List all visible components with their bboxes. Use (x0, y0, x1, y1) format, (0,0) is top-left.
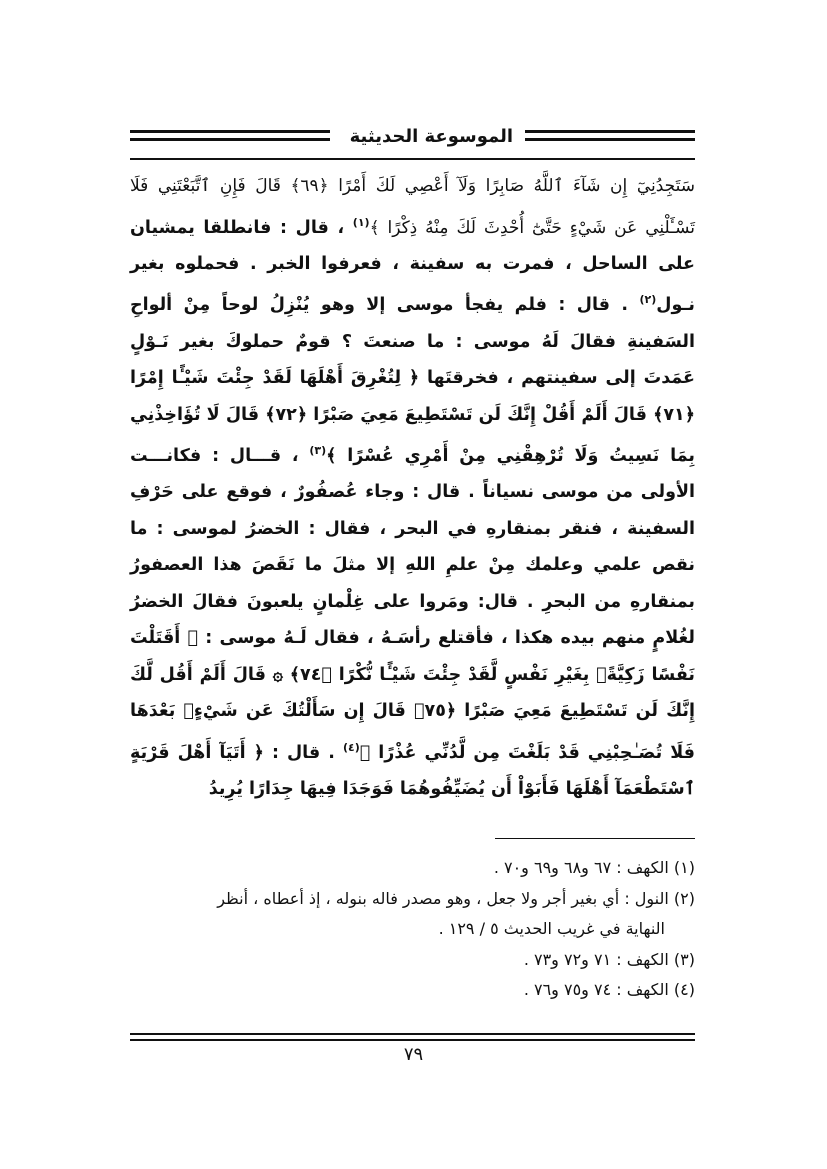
footnote: (٣) الكهف : ٧١ و٧٢ و٧٣ . (523, 949, 695, 969)
narration-text: . قال : ﴿ أَتَيَآ أَهْلَ قَرْيَةٍ ٱسْتَطْعَمَآ أَهْلَهَا فَأَبَوْاْ أَن يُضَيِّفُوهُمَا فَوَجَدَا فِيهَا جِدَارًا يُرِيدُ (130, 742, 695, 800)
header-rule-left (130, 130, 330, 141)
footnote-continuation: النهاية في غريب الحديث ٥ / ١٢٩ . (438, 919, 665, 938)
footnote: (٢) النول : أي بغير أجر ولا جعل ، وهو مصدر فاله بنوله ، إذ أعطاه ، أنظر (217, 888, 695, 908)
footer-rule (130, 1033, 695, 1041)
narration-text: ، قال : فانطلقا يمشيان على الساحل ، فمرت به سفينة ، فعرفوا الخبر . فحملوه بغير نـول (130, 217, 695, 316)
page-number: ٧٩ (403, 1044, 424, 1065)
footnote: (١) الكهف : ٦٧ و٦٨ و٦٩ و٧٠ . (493, 858, 695, 877)
footnote: (٤) الكهف : ٧٤ و٧٥ و٧٦ . (523, 980, 695, 999)
footnote-ref: (٣) (309, 444, 327, 458)
paragraph (130, 168, 695, 808)
footnote-separator (495, 838, 695, 839)
footnote-ref: (٢) (639, 293, 657, 307)
footnote-ref: (٤) (342, 740, 360, 754)
narration-text: ، قـــال : فكانـــت الأولى من موسى نسياناً . قال : وجاء عُصفُورٌ ، فوقع على حَرْفِ السفينة ، فنقر بمنقارهِ في البحر ، فقال : الخضرُ لموسى : ما نقص علمي وعلمك مِنْ علمِ اللهِ إلا مثلَ ما نَقَصَ هذا العصفورُ بمنقارهِ من البحرِ . قال: ومَروا على غِلْمانٍ يلعبونَ فقالَ الخضرُ لغُلامٍ منهم بيده هكذا ، فأقتلع رأسَـهُ ، فقال لَـهُ موسى : ﴿ أَقَتَلْتَ نَفْسًا زَكِيَّةًۢ بِغَيْرِ نَفْسٍ لَّقَدْ جِئْتَ شَيْـًٔا نُّكْرًا ﴿٧٤﴾ ۞ قَالَ أَلَمْ أَقُل لَّكَ إِنَّكَ لَن تَسْتَطِيعَ مَعِيَ صَبْرًا ﴿٧٥﴾ قَالَ إِن سَأَلْتُكَ عَن شَيْءٍۭ بَعْدَهَا فَلَا تُصَـٰحِبْنِي قَدْ بَلَغْتَ مِن لَّدُنِّي عُذْرًا ﴾ (130, 445, 695, 763)
header-rule-right (525, 130, 695, 141)
running-header (130, 118, 695, 158)
footnotes (130, 853, 695, 1006)
footnote-ref: (١) (352, 215, 370, 229)
header-underline (130, 158, 695, 160)
narration-text: . قال : فلم يفجأ موسى إلا وهو يُنْزِلُ لوحاً مِنْ ألواحِ السَفينةِ فقالَ لَهُ موسى : ما صنعتَ ؟ قومٌ حملوكَ بغير نَـوْلٍ عَمَدتَ إلى سفينتهم ، فخرقتَها ﴿ لِتُغْرِقَ أَهْلَهَا لَقَدْ جِئْتَ شَيْـًٔا إِمْرًا ﴿٧١﴾ قَالَ أَلَمْ أَقُلْ إِنَّكَ لَن تَسْتَطِيعَ مَعِيَ صَبْرًا ﴿٧٢﴾ قَالَ لَا تُؤَاخِذْنِي بِمَا نَسِيتُ وَلَا تُرْهِقْنِي مِنْ أَمْرِي عُسْرًا ﴾ (130, 295, 695, 466)
main-text (130, 168, 695, 808)
quran-verse: سَتَجِدُنِيٓ إِن شَآءَ ٱللَّهُ صَابِرًا وَلَآ أَعْصِي لَكَ أَمْرًا ﴿٦٩﴾ قَالَ فَإِنِ ٱتَّبَعْتَنِي فَلَا تَسْـَٔلْنِي عَن شَيْءٍ حَتَّىٰٓ أُحْدِثَ لَكَ مِنْهُ ذِكْرًا ﴾ (130, 176, 695, 238)
header-title: الموسوعة الحديثية (349, 126, 513, 147)
